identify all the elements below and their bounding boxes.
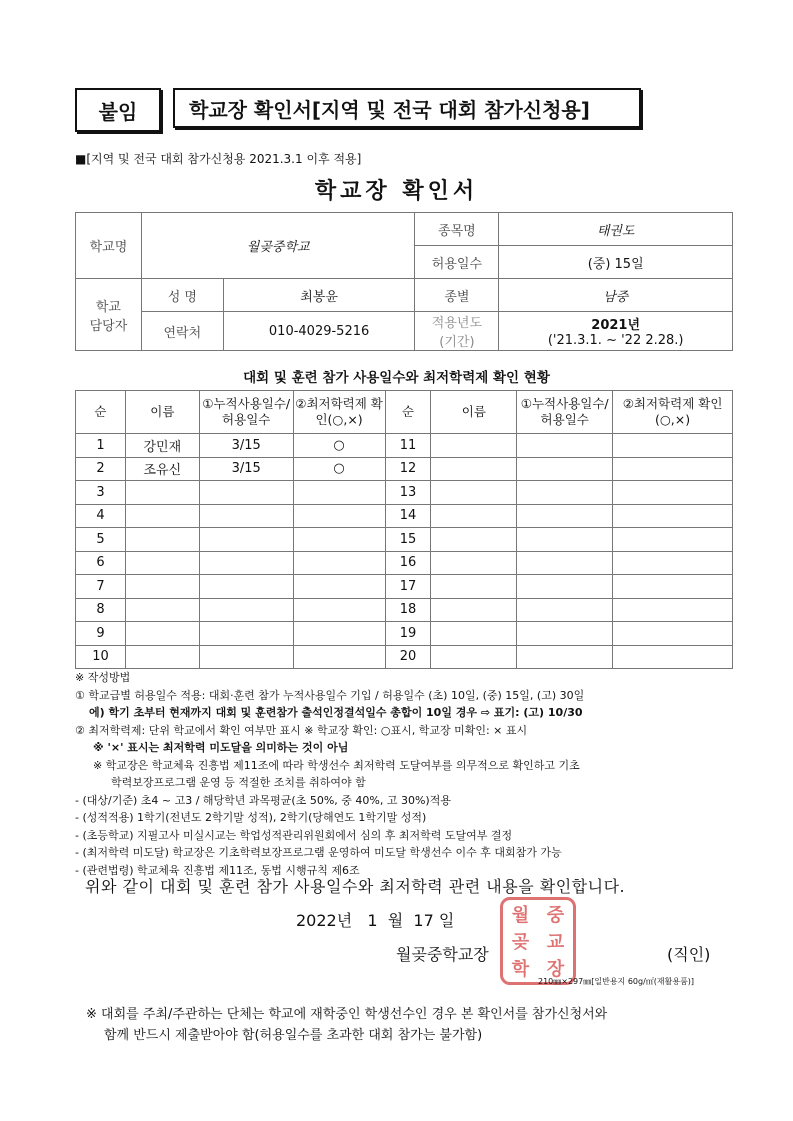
name-cell-right bbox=[431, 481, 517, 505]
page-title: 학교장 확인서 bbox=[314, 179, 479, 204]
apply-year-value-line1: 2021년 bbox=[591, 318, 641, 333]
days-cell bbox=[199, 528, 293, 552]
note-4a: ※ 학교장은 학교체육 진흥법 제11조에 따라 학생선수 최저학력 도달여부를 의무적으로 확인하고 기초 bbox=[93, 758, 580, 772]
no-cell: 1 bbox=[76, 434, 126, 458]
check-cell-right bbox=[613, 551, 733, 575]
table-row bbox=[76, 504, 733, 528]
check-cell-right bbox=[613, 504, 733, 528]
no-cell: 10 bbox=[76, 645, 126, 669]
footnote-line2: 함께 반드시 제출받아야 함(허용일수를 초과한 대회 참가는 불가함) bbox=[104, 1028, 483, 1043]
col-check: ②최저학력제 확인(○,×) bbox=[293, 391, 385, 434]
name-cell-right bbox=[431, 504, 517, 528]
no-cell: 6 bbox=[76, 551, 126, 575]
no-cell: 5 bbox=[76, 528, 126, 552]
days-cell bbox=[199, 551, 293, 575]
table-row bbox=[76, 551, 733, 575]
col-no: 순 bbox=[76, 391, 126, 434]
allowed-days-label: 허용일수 bbox=[415, 246, 499, 279]
note-2: ② 최저학력제: 단위 학교에서 확인 여부만 표시 ※ 학교장 확인: ○표시, 학교장 미확인: × 표시 bbox=[75, 723, 528, 737]
note-9: - (관련법령) 학교체육 진흥법 제11조, 동법 시행규칙 제6조 bbox=[75, 863, 360, 877]
school-value: 월곶중학교 bbox=[141, 213, 415, 279]
no-cell-right: 11 bbox=[385, 434, 431, 458]
table-row bbox=[76, 575, 733, 599]
note-4b: 학력보장프로그램 운영 등 적절한 조치를 취하여야 함 bbox=[111, 776, 366, 789]
check-cell bbox=[293, 622, 385, 646]
days-cell-right bbox=[517, 622, 613, 646]
school-info-table bbox=[75, 212, 733, 351]
seal-char: 학 bbox=[511, 959, 530, 981]
table-row bbox=[76, 457, 733, 481]
check-cell bbox=[293, 551, 385, 575]
no-cell-right: 18 bbox=[385, 598, 431, 622]
col-days-right: ①누적사용일수/허용일수 bbox=[517, 391, 613, 434]
seal-label: (직인) bbox=[667, 945, 711, 964]
no-cell: 8 bbox=[76, 598, 126, 622]
table-row bbox=[76, 528, 733, 552]
roster-table bbox=[75, 390, 733, 669]
check-cell bbox=[293, 504, 385, 528]
confirmation-statement: 위와 같이 대회 및 훈련 참가 사용일수와 최저학력 관련 내용을 확인합니다. bbox=[85, 877, 626, 896]
table-row bbox=[76, 645, 733, 669]
days-cell bbox=[199, 481, 293, 505]
no-cell-right: 12 bbox=[385, 457, 431, 481]
no-cell: 7 bbox=[76, 575, 126, 599]
official-seal bbox=[500, 897, 576, 985]
manager-label bbox=[76, 279, 142, 351]
name-cell-right bbox=[431, 434, 517, 458]
check-cell-right bbox=[613, 457, 733, 481]
no-cell-right: 15 bbox=[385, 528, 431, 552]
check-cell-right bbox=[613, 575, 733, 599]
days-cell: 3/15 bbox=[199, 434, 293, 458]
name-cell bbox=[125, 645, 199, 669]
name-label: 성 명 bbox=[141, 279, 223, 312]
no-cell-right: 13 bbox=[385, 481, 431, 505]
contact-value: 010-4029-5216 bbox=[223, 312, 415, 351]
col-check-right: ②최저학력제 확인(○,×) bbox=[613, 391, 733, 434]
table-row bbox=[76, 481, 733, 505]
event-label: 종목명 bbox=[415, 213, 499, 246]
check-cell: ○ bbox=[293, 434, 385, 458]
name-cell-right bbox=[431, 598, 517, 622]
check-cell bbox=[293, 645, 385, 669]
apply-year-value-line2: ('21.3.1. ~ '22 2.28.) bbox=[547, 333, 684, 348]
instructions bbox=[75, 669, 735, 879]
no-cell-right: 14 bbox=[385, 504, 431, 528]
days-cell bbox=[199, 575, 293, 599]
name-cell bbox=[125, 504, 199, 528]
event-value: 태권도 bbox=[499, 213, 733, 246]
note-7: - (초등학교) 지필고사 미실시교는 학업성적관리위원회에서 심의 후 최저학력 도달여부 결정 bbox=[75, 828, 513, 842]
name-cell-right bbox=[431, 622, 517, 646]
apply-year-label-line1: 적용년도 bbox=[431, 316, 482, 331]
table-row bbox=[76, 434, 733, 458]
note-8: - (최저학력 미도달) 학교장은 기초학력보장프로그램 운영하여 미도달 학생선수 이수 후 대회참가 가능 bbox=[75, 846, 562, 859]
col-no-right: 순 bbox=[385, 391, 431, 434]
school-label: 학교명 bbox=[76, 213, 142, 279]
col-days: ①누적사용일수/허용일수 bbox=[199, 391, 293, 434]
check-cell: ○ bbox=[293, 457, 385, 481]
no-cell: 3 bbox=[76, 481, 126, 505]
footnote-line1: ※ 대회를 주최/주관하는 단체는 학교에 재학중인 학생선수인 경우 본 확인서를 참가신청서와 bbox=[86, 1007, 608, 1022]
check-cell bbox=[293, 481, 385, 505]
check-cell-right bbox=[613, 622, 733, 646]
manager-label-line2: 담당자 bbox=[89, 318, 128, 334]
roster-section-title: 대회 및 훈련 참가 사용일수와 최저학력제 확인 현황 bbox=[243, 370, 550, 386]
days-cell: 3/15 bbox=[199, 457, 293, 481]
category-value: 남중 bbox=[499, 279, 733, 312]
name-cell: 조유신 bbox=[125, 457, 199, 481]
check-cell-right bbox=[613, 481, 733, 505]
check-cell-right bbox=[613, 598, 733, 622]
no-cell-right: 16 bbox=[385, 551, 431, 575]
days-cell-right bbox=[517, 504, 613, 528]
name-cell bbox=[125, 551, 199, 575]
name-cell bbox=[125, 481, 199, 505]
note-5: - (대상/기준) 초4 ~ 고3 / 해당학년 과목평균(초 50%, 중 40%, 고 30%)적용 bbox=[75, 793, 451, 807]
name-cell-right bbox=[431, 551, 517, 575]
paper-spec: 210㎜×297㎜[일반용지 60g/㎡(재활용품)] bbox=[538, 977, 695, 986]
days-cell bbox=[199, 504, 293, 528]
name-cell bbox=[125, 598, 199, 622]
no-cell-right: 20 bbox=[385, 645, 431, 669]
days-cell-right bbox=[517, 481, 613, 505]
days-cell-right bbox=[517, 457, 613, 481]
name-cell bbox=[125, 575, 199, 599]
days-cell-right bbox=[517, 645, 613, 669]
no-cell: 9 bbox=[76, 622, 126, 646]
table-row bbox=[76, 598, 733, 622]
name-cell-right bbox=[431, 575, 517, 599]
name-value: 최봉윤 bbox=[223, 279, 415, 312]
name-cell: 강민재 bbox=[125, 434, 199, 458]
attachment-tag: 붙임 bbox=[75, 88, 161, 132]
category-label: 종별 bbox=[415, 279, 499, 312]
name-cell-right bbox=[431, 645, 517, 669]
contact-label: 연락처 bbox=[141, 312, 223, 351]
days-cell-right bbox=[517, 528, 613, 552]
col-name-right: 이름 bbox=[431, 391, 517, 434]
name-cell-right bbox=[431, 457, 517, 481]
document-header-title: 학교장 확인서[지역 및 전국 대회 참가신청용] bbox=[173, 88, 641, 128]
check-cell-right bbox=[613, 434, 733, 458]
days-cell-right bbox=[517, 551, 613, 575]
note-6: - (성적적용) 1학기(전년도 2학기말 성적), 2학기(당해연도 1학기말 성적) bbox=[75, 811, 427, 824]
note-1a: ① 학교급별 허용일수 적용: 대회·훈련 참가 누적사용일수 기입 / 허용일수 (초) 10일, (중) 15일, (고) 30일 bbox=[75, 688, 585, 702]
days-cell-right bbox=[517, 598, 613, 622]
check-cell bbox=[293, 575, 385, 599]
check-cell bbox=[293, 598, 385, 622]
instructions-heading: ※ 작성방법 bbox=[75, 671, 131, 684]
check-cell bbox=[293, 528, 385, 552]
name-cell bbox=[125, 622, 199, 646]
name-cell bbox=[125, 528, 199, 552]
issue-date: 2022년 1 월 17 일 bbox=[296, 911, 455, 930]
days-cell-right bbox=[517, 434, 613, 458]
days-cell bbox=[199, 622, 293, 646]
apply-year-value bbox=[499, 312, 733, 351]
allowed-days-value: (중) 15일 bbox=[499, 246, 733, 279]
col-name: 이름 bbox=[125, 391, 199, 434]
check-cell-right bbox=[613, 645, 733, 669]
principal-signature: 월곶중학교장 bbox=[396, 945, 489, 964]
table-row bbox=[76, 622, 733, 646]
apply-year-label-line2: (기간) bbox=[439, 335, 475, 350]
seal-char: 월 bbox=[511, 904, 530, 926]
no-cell-right: 19 bbox=[385, 622, 431, 646]
days-cell bbox=[199, 645, 293, 669]
submission-footnote bbox=[86, 1004, 607, 1046]
seal-char: 교 bbox=[546, 931, 565, 953]
apply-year-label bbox=[415, 312, 499, 351]
days-cell-right bbox=[517, 575, 613, 599]
name-cell-right bbox=[431, 528, 517, 552]
manager-label-line1: 학교 bbox=[95, 299, 121, 315]
no-cell: 4 bbox=[76, 504, 126, 528]
note-3: ※ '×' 표시는 최저학력 미도달을 의미하는 것이 아님 bbox=[93, 741, 349, 754]
note-1b: 에) 학기 초부터 현재까지 대회 및 훈련참가 출석인정결석일수 총합이 10일 경우 ⇨ 표기: (고) 10/30 bbox=[89, 706, 583, 719]
seal-char: 장 bbox=[546, 959, 565, 981]
seal-char: 곶 bbox=[511, 931, 530, 953]
check-cell-right bbox=[613, 528, 733, 552]
no-cell-right: 17 bbox=[385, 575, 431, 599]
applicability-note: ■[지역 및 전국 대회 참가신청용 2021.3.1 이후 적용] bbox=[75, 152, 362, 166]
days-cell bbox=[199, 598, 293, 622]
seal-char: 중 bbox=[546, 904, 565, 926]
no-cell: 2 bbox=[76, 457, 126, 481]
